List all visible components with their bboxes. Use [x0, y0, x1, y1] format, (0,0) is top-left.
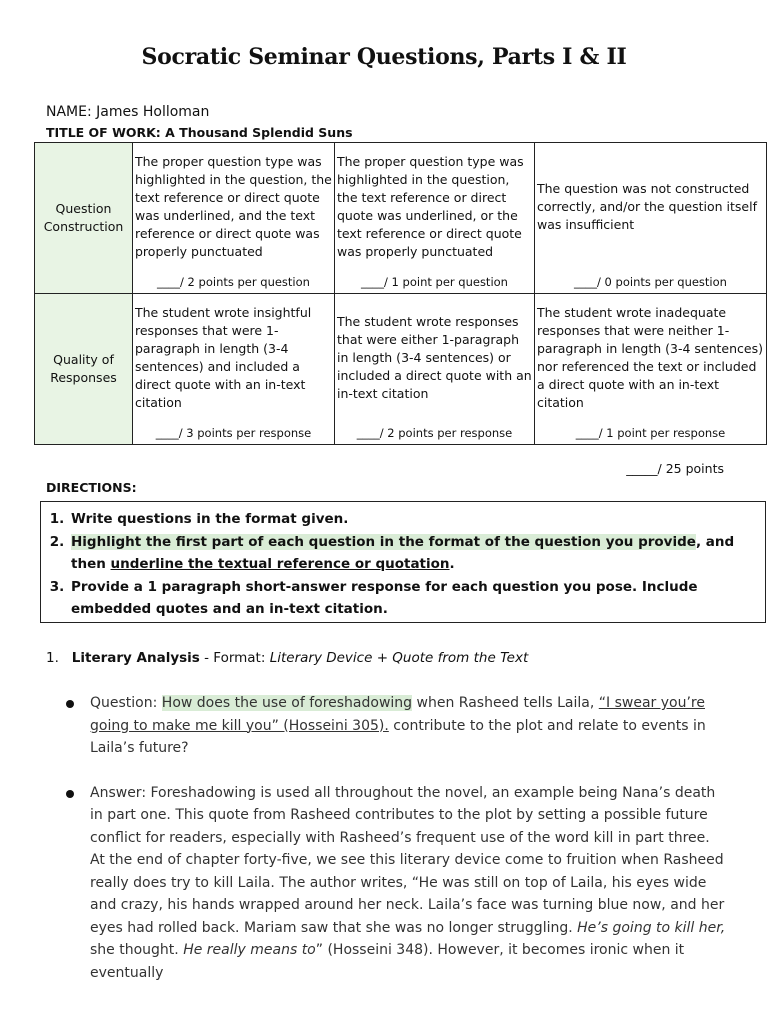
question-quote: “I swear you’re going to make me kill you” (Hosseini 305). [90, 695, 705, 734]
section-heading [46, 650, 528, 666]
answer-text: ” (Hosseini 348). However, it becomes ironic when it eventually [90, 942, 685, 981]
section-sep: - Format: [199, 650, 270, 666]
rubric-cell-points: ____/ 1 point per question [361, 275, 508, 289]
rubric-cell-points: ____/ 1 point per response [575, 426, 726, 440]
rubric-cell [535, 143, 767, 294]
answer-item [66, 782, 726, 985]
direction-item [69, 531, 765, 576]
title-of-work: TITLE OF WORK: A Thousand Splendid Suns [46, 125, 353, 140]
rubric-cell-points: ____/ 3 points per response [155, 426, 312, 440]
question-highlight: How does the use of foreshadowing [161, 695, 413, 711]
rubric-cell-points: ____/ 0 points per question [574, 275, 727, 289]
direction-highlight: Highlight the first part of each question in the format of the question you provide [71, 533, 696, 550]
student-name: NAME: James Holloman [46, 104, 210, 120]
rubric-row-header: Question Construction [35, 143, 133, 294]
rubric-cell-text: The question was not constructed correctly, and/or the question itself was insufficient [537, 181, 757, 232]
qa-list [66, 692, 726, 1006]
rubric-cell [535, 294, 767, 445]
rubric-cell-text: The student wrote responses that were either 1-paragraph in length (3-4 sentences) or included a direct quote with an in-text citation [337, 314, 532, 401]
answer-italic: He really means to [183, 942, 316, 958]
rubric-cell-text: The student wrote inadequate responses that were neither 1-paragraph in length (3-4 sentences) nor referenced the text or included a direct quote with an in-text citation [537, 305, 764, 410]
rubric-cell [133, 294, 335, 445]
answer-italic: He’s going to kill her, [577, 919, 726, 936]
question-text: when Rasheed tells Laila, [412, 695, 599, 711]
directions-heading: DIRECTIONS: [46, 480, 137, 495]
rubric-row-header: Quality of Responses [35, 294, 133, 445]
direction-text: Write questions in the format given. [71, 511, 349, 527]
direction-text: . [449, 556, 455, 572]
rubric-cell-text: The proper question type was highlighted in the question, the text reference or direct quote was underlined, or the text reference or direct quote was properly punctuated [337, 154, 524, 259]
section-label: Literary Analysis [71, 650, 200, 666]
rubric-cell-points: ____/ 2 points per response [356, 426, 513, 440]
rubric-cell-text: The student wrote insightful responses that were 1-paragraph in length (3-4 sentences) and included a direct quote with an in-text citation [135, 305, 312, 410]
answer-text: Answer: Foreshadowing is used all throughout the novel, an example being Nana’s death in part one. This quote from Rasheed contributes to the plot by setting a possible future conflict for readers, especially with Rasheed’s frequent use of the word kill in part three. At the end of chapter forty-five, we see this literary device come to fruition when Rasheed really does try to kill Laila. The author writes, “He was still on top of Laila, his eyes wide and crazy, his hands wrapped around her neck. Laila’s face was turning blue now, and her eyes had rolled back. Mariam saw that she was no longer struggling. [90, 784, 725, 936]
question-prefix: Question: [90, 695, 162, 711]
direction-item [69, 576, 765, 621]
direction-text: Provide a 1 paragraph short-answer response for each question you pose. Include embedded quotes and an in-text citation. [71, 578, 698, 617]
bullet-icon [66, 700, 74, 708]
direction-text: , and then [71, 533, 735, 572]
rubric-cell [335, 143, 535, 294]
rubric-row-question-construction [35, 143, 767, 294]
direction-item [69, 508, 765, 531]
rubric-table [34, 142, 767, 445]
rubric-cell-points: ____/ 2 points per question [157, 275, 310, 289]
direction-underline: underline the textual reference or quotation [110, 556, 450, 572]
rubric-row-quality-of-responses [35, 294, 767, 445]
directions-box [40, 501, 766, 623]
total-points: _____/ 25 points [626, 461, 724, 476]
answer-text: she thought. [90, 942, 184, 958]
section-format: Literary Device + Quote from the Text [269, 650, 529, 666]
rubric-cell-text: The proper question type was highlighted in the question, the text reference or direct quote was underlined, and the text reference or direct quote was properly punctuated [135, 154, 332, 259]
directions-list [41, 502, 765, 621]
rubric-cell [335, 294, 535, 445]
bullet-icon [66, 790, 74, 798]
question-text: contribute to the plot and relate to events in Laila’s future? [90, 717, 706, 756]
section-number: 1. [46, 650, 59, 666]
question-item [66, 692, 726, 760]
rubric-cell [133, 143, 335, 294]
page-title: Socratic Seminar Questions, Parts I & II [141, 44, 627, 70]
